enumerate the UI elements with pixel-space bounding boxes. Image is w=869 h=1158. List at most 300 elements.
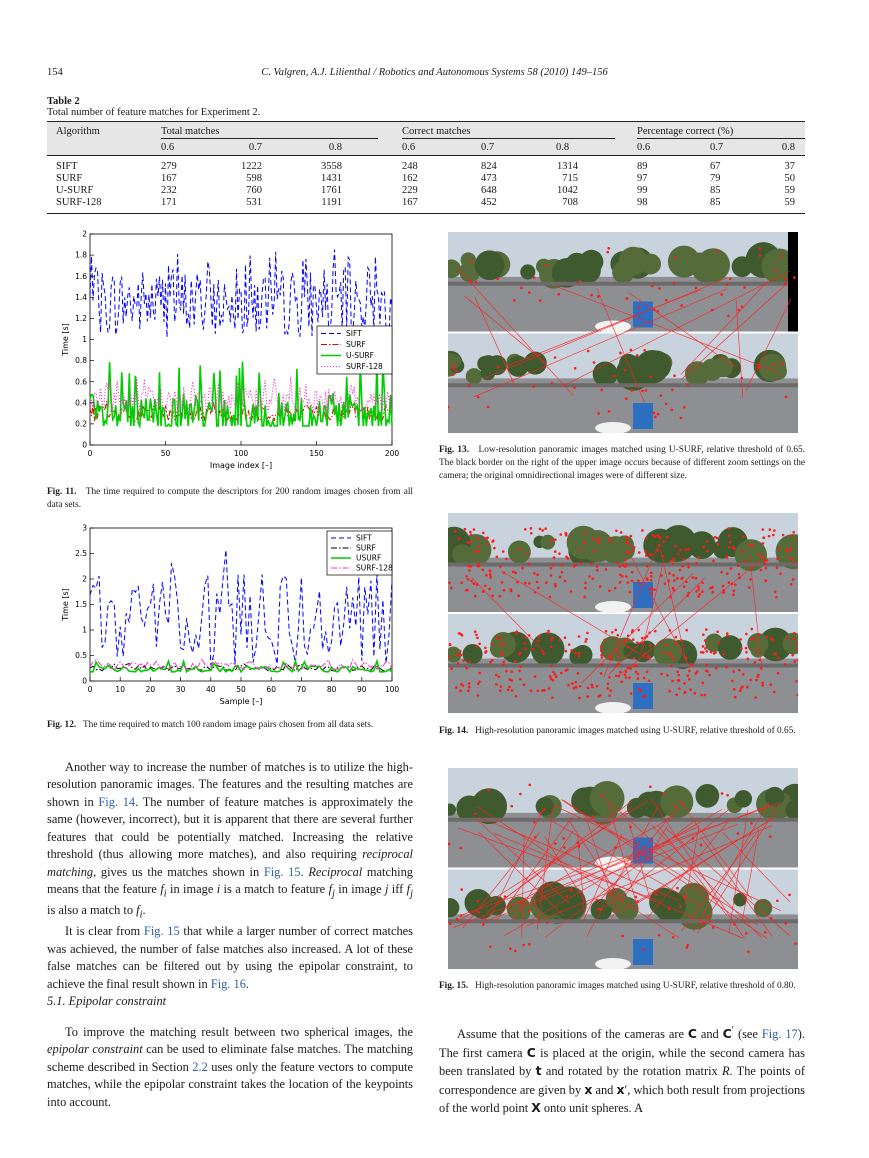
feature-point <box>642 696 645 699</box>
feature-point <box>687 548 690 551</box>
feature-point <box>670 665 673 668</box>
feature-point <box>477 911 480 914</box>
feature-point <box>571 682 574 685</box>
feature-point <box>704 639 707 642</box>
feature-point <box>577 654 580 657</box>
feature-point <box>697 585 700 588</box>
feature-point <box>733 590 736 593</box>
y-tick-label: 1.8 <box>75 250 87 260</box>
feature-point <box>478 545 481 548</box>
feature-point <box>708 674 711 677</box>
feature-point <box>686 944 689 947</box>
feature-point <box>677 553 680 556</box>
feature-point <box>665 402 668 405</box>
feature-point <box>701 581 704 584</box>
feature-point <box>705 628 708 631</box>
table-cell: 98 <box>637 197 648 208</box>
text-emphasis: Reciprocal <box>308 864 363 879</box>
feature-point <box>481 568 484 571</box>
fig14-caption-label: Fig. 14. <box>439 726 469 736</box>
feature-point <box>785 922 788 925</box>
feature-point <box>505 670 508 673</box>
feature-point <box>641 390 644 393</box>
feature-point <box>532 385 535 388</box>
x-tick-label: 0 <box>87 449 93 458</box>
tree <box>701 359 723 381</box>
feature-point <box>550 638 553 641</box>
y-tick-label: 1.4 <box>75 292 87 302</box>
tree <box>654 638 682 666</box>
feature-point <box>687 563 690 566</box>
feature-point <box>530 527 533 530</box>
feature-point <box>715 667 718 670</box>
feature-point <box>587 350 590 353</box>
feature-point <box>776 899 779 902</box>
text-run: in image <box>166 882 217 897</box>
feature-point <box>657 413 660 416</box>
feature-point <box>477 396 480 399</box>
feature-point <box>573 386 576 389</box>
feature-point <box>473 528 476 531</box>
feature-point <box>561 564 564 567</box>
feature-point <box>596 539 599 542</box>
panorama-svg <box>448 768 798 969</box>
feature-point <box>761 528 764 531</box>
math-prime: ′ <box>624 1082 628 1097</box>
feature-point <box>777 657 780 660</box>
figure-ref-link[interactable]: Fig. 17 <box>761 1027 798 1042</box>
feature-point <box>637 306 640 309</box>
fig13-caption-label: Fig. 13. <box>439 445 470 455</box>
figure-ref-link[interactable]: Fig. 15 <box>263 864 301 879</box>
table-cell: 229 <box>402 185 418 196</box>
feature-point <box>470 534 473 537</box>
feature-point <box>769 683 772 686</box>
feature-point <box>608 538 611 541</box>
math-bold: x <box>616 1081 625 1097</box>
legend-label: U-SURF <box>346 351 374 361</box>
feature-point <box>773 364 776 367</box>
feature-point <box>732 670 735 673</box>
feature-point <box>570 649 573 652</box>
table-threshold: 0.8 <box>781 142 795 153</box>
feature-point <box>669 654 672 657</box>
fig11-caption <box>47 486 413 512</box>
feature-point <box>509 947 512 950</box>
feature-point <box>578 281 581 284</box>
feature-point <box>766 636 769 639</box>
feature-point <box>714 651 717 654</box>
feature-point <box>643 349 646 352</box>
feature-point <box>533 276 536 279</box>
feature-point <box>794 660 797 663</box>
x-tick-label: 200 <box>384 449 400 458</box>
feature-point <box>683 682 686 685</box>
feature-point <box>510 805 513 808</box>
feature-point <box>729 567 732 570</box>
feature-point <box>791 558 794 561</box>
feature-point <box>790 535 793 538</box>
feature-point <box>751 544 754 547</box>
feature-point <box>726 283 729 286</box>
feature-point <box>603 639 606 642</box>
feature-point <box>619 565 622 568</box>
robot-body <box>633 582 653 608</box>
panorama-svg <box>448 232 798 433</box>
feature-point <box>605 568 608 571</box>
feature-point <box>680 304 683 307</box>
feature-point <box>548 687 551 690</box>
feature-point <box>498 676 501 679</box>
feature-point <box>495 683 498 686</box>
feature-point <box>550 665 553 668</box>
section-heading: 5.1. Epipolar constraint <box>47 994 167 1008</box>
feature-point <box>592 815 595 818</box>
feature-point <box>477 694 480 697</box>
feature-point <box>520 287 523 290</box>
table-cell: 50 <box>784 173 795 184</box>
x-tick-label: 100 <box>384 685 400 694</box>
feature-point <box>583 596 586 599</box>
feature-point <box>671 388 674 391</box>
feature-point <box>468 686 471 689</box>
feature-point <box>702 645 705 648</box>
feature-point <box>534 905 537 908</box>
text-run: Another way to increase the number of matches is to utilize the high-resolution panoramic images. The features and the resulting matches are shown in <box>47 760 413 809</box>
feature-point <box>464 528 467 531</box>
feature-point <box>625 397 628 400</box>
feature-point <box>665 643 668 646</box>
feature-point <box>545 264 548 267</box>
feature-point <box>663 651 666 654</box>
feature-point <box>626 297 629 300</box>
text-run: is a match to feature <box>220 882 329 897</box>
feature-point <box>737 832 740 835</box>
feature-point <box>483 917 486 920</box>
feature-point <box>776 557 779 560</box>
fig14-caption <box>439 725 805 738</box>
y-tick-label: 0.4 <box>75 398 87 408</box>
table-cell: 67 <box>710 161 721 172</box>
table-threshold: 0.8 <box>328 142 342 153</box>
feature-point <box>654 630 657 633</box>
feature-point <box>639 689 642 692</box>
table-cell: 1761 <box>321 185 342 196</box>
feature-point <box>685 548 688 551</box>
feature-point <box>642 948 645 951</box>
robot-base <box>595 601 631 613</box>
right-column-text <box>439 1024 805 1118</box>
feature-point <box>644 550 647 553</box>
math-bold: X <box>531 1100 541 1116</box>
black-border <box>788 232 798 332</box>
feature-point <box>524 648 527 651</box>
feature-point <box>467 541 470 544</box>
x-tick-label: 60 <box>266 685 276 694</box>
feature-point <box>619 352 622 355</box>
table-threshold: 0.6 <box>161 142 175 153</box>
feature-point <box>599 585 602 588</box>
table-top-rule <box>47 121 805 122</box>
feature-point <box>774 591 777 594</box>
feature-point <box>755 696 758 699</box>
tree <box>635 350 669 384</box>
feature-point <box>745 932 748 935</box>
feature-point <box>734 583 737 586</box>
feature-point <box>737 564 740 567</box>
feature-point <box>522 944 525 947</box>
table-header-correct: Correct matches <box>402 126 471 137</box>
feature-point <box>659 537 662 540</box>
feature-point <box>750 822 753 825</box>
feature-point <box>596 565 599 568</box>
feature-point <box>709 587 712 590</box>
feature-point <box>460 888 463 891</box>
feature-point <box>579 548 582 551</box>
feature-point <box>638 551 641 554</box>
feature-point <box>474 812 477 815</box>
x-tick-label: 10 <box>115 685 125 694</box>
x-tick-label: 50 <box>160 449 171 458</box>
feature-point <box>470 260 473 263</box>
feature-point <box>508 686 511 689</box>
feature-point <box>774 269 777 272</box>
feature-point <box>769 835 772 838</box>
feature-point <box>738 573 741 576</box>
feature-point <box>616 634 619 637</box>
math-bold: x <box>584 1081 593 1097</box>
feature-point <box>700 844 703 847</box>
feature-point <box>628 552 631 555</box>
math-sub: j <box>332 888 335 900</box>
y-tick-label: 1 <box>82 625 87 635</box>
feature-point <box>489 570 492 573</box>
feature-point <box>658 934 661 937</box>
y-tick-label: 0.8 <box>75 356 87 366</box>
math-prime: ′ <box>731 1025 735 1036</box>
math-var: f <box>160 882 164 897</box>
feature-point <box>676 887 679 890</box>
feature-point <box>524 636 527 639</box>
feature-point <box>742 535 745 538</box>
feature-point <box>495 674 498 677</box>
feature-point <box>533 572 536 575</box>
table-group-rule-percent <box>637 138 805 139</box>
feature-point <box>693 692 696 695</box>
feature-point <box>646 670 649 673</box>
feature-point <box>460 683 463 686</box>
feature-point <box>720 293 723 296</box>
figure-ref-link[interactable]: Fig. 14 <box>98 794 136 809</box>
feature-point <box>450 587 453 590</box>
legend-label: USURF <box>356 553 382 563</box>
feature-point <box>597 695 600 698</box>
feature-point <box>596 685 599 688</box>
feature-point <box>631 580 634 583</box>
feature-point <box>781 362 784 365</box>
feature-point <box>565 532 568 535</box>
math-sub: i <box>163 888 167 900</box>
x-axis-label: Sample [–] <box>219 697 263 706</box>
feature-point <box>600 663 603 666</box>
feature-point <box>620 531 623 534</box>
feature-point <box>524 528 527 531</box>
feature-point <box>619 671 622 674</box>
feature-point <box>655 893 658 896</box>
feature-point <box>653 411 656 414</box>
feature-point <box>558 552 561 555</box>
fig11-caption-text: The time required to compute the descriptors for 200 random images chosen from all data sets. <box>47 487 413 510</box>
feature-point <box>747 950 750 953</box>
feature-point <box>499 689 502 692</box>
tree <box>581 530 613 562</box>
feature-point <box>586 695 589 698</box>
table-cell: 89 <box>637 161 648 172</box>
feature-point <box>450 667 453 670</box>
fig15-caption-label: Fig. 15. <box>439 981 469 991</box>
feature-point <box>461 634 464 637</box>
feature-point <box>508 678 511 681</box>
feature-point <box>745 651 748 654</box>
feature-point <box>598 541 601 544</box>
feature-point <box>530 532 533 535</box>
feature-point <box>653 588 656 591</box>
table-cell: 85 <box>710 197 721 208</box>
feature-point <box>764 931 767 934</box>
x-tick-label: 0 <box>87 685 93 694</box>
feature-point <box>732 546 735 549</box>
table-mid-rule <box>47 155 805 156</box>
feature-point <box>536 573 539 576</box>
feature-point <box>545 581 548 584</box>
feature-point <box>449 643 452 646</box>
table-threshold: 0.8 <box>556 142 570 153</box>
feature-point <box>489 661 492 664</box>
table-cell: 171 <box>161 197 177 208</box>
feature-point <box>728 581 731 584</box>
feature-point <box>627 581 630 584</box>
tree <box>759 354 787 382</box>
table-cell: 37 <box>784 161 795 172</box>
feature-point <box>459 650 462 653</box>
tree <box>695 784 719 808</box>
feature-point <box>668 690 671 693</box>
figure-ref-link[interactable]: Fig. 16 <box>210 976 246 991</box>
feature-point <box>454 530 457 533</box>
text-run: . <box>245 976 250 991</box>
figure-ref-link[interactable]: Fig. 15 <box>143 924 180 939</box>
feature-point <box>448 582 451 585</box>
feature-point <box>559 576 562 579</box>
feature-point <box>620 680 623 683</box>
feature-point <box>541 689 544 692</box>
table-cell: 1222 <box>241 161 262 172</box>
feature-point <box>745 647 748 650</box>
feature-point <box>690 663 693 666</box>
feature-point <box>705 670 708 673</box>
feature-point <box>492 539 495 542</box>
feature-point <box>779 572 782 575</box>
feature-point <box>657 534 660 537</box>
feature-point <box>632 657 635 660</box>
text-run: uses only the feature vectors to compute matches, while the epipolar constraint takes the location of the keypoints into account. <box>47 1059 413 1109</box>
feature-point <box>554 356 557 359</box>
feature-point <box>772 639 775 642</box>
x-tick-label: 100 <box>233 449 249 458</box>
tree <box>692 254 720 282</box>
feature-point <box>477 563 480 566</box>
feature-point <box>600 649 603 652</box>
feature-point <box>689 688 692 691</box>
feature-point <box>499 565 502 568</box>
feature-point <box>761 682 764 685</box>
feature-point <box>709 920 712 923</box>
feature-point <box>561 571 564 574</box>
feature-point <box>645 554 648 557</box>
feature-point <box>792 578 795 581</box>
section-ref-link[interactable]: 2.2 <box>192 1059 208 1074</box>
feature-point <box>765 567 768 570</box>
feature-point <box>510 671 513 674</box>
feature-point <box>465 667 468 670</box>
feature-point <box>733 688 736 691</box>
feature-point <box>615 675 618 678</box>
feature-point <box>623 673 626 676</box>
feature-point <box>680 417 683 420</box>
fig13-caption <box>439 444 805 482</box>
feature-point <box>712 560 715 563</box>
text-run: , gives us the matches shown in <box>93 864 264 879</box>
feature-point <box>785 396 788 399</box>
feature-point <box>565 650 568 653</box>
feature-point <box>554 550 557 553</box>
feature-point <box>502 550 505 553</box>
feature-point <box>584 640 587 643</box>
feature-point <box>574 686 577 689</box>
feature-point <box>631 571 634 574</box>
feature-point <box>666 674 669 677</box>
feature-point <box>773 653 776 656</box>
tree <box>765 787 784 806</box>
feature-point <box>697 556 700 559</box>
feature-point <box>753 637 756 640</box>
feature-point <box>686 674 689 677</box>
y-tick-label: 0 <box>82 440 87 450</box>
feature-point <box>706 550 709 553</box>
feature-point <box>662 540 665 543</box>
feature-point <box>610 689 613 692</box>
tree <box>483 261 496 274</box>
feature-point <box>533 821 536 824</box>
feature-point <box>629 667 632 670</box>
table-cell: 162 <box>402 173 418 184</box>
feature-point <box>676 670 679 673</box>
paragraph <box>47 923 413 993</box>
feature-point <box>758 553 761 556</box>
table-cell: 85 <box>710 185 721 196</box>
feature-point <box>528 291 531 294</box>
table-threshold: 0.6 <box>637 142 651 153</box>
feature-point <box>729 541 732 544</box>
feature-point <box>682 558 685 561</box>
feature-point <box>629 543 632 546</box>
feature-point <box>641 529 644 532</box>
feature-point <box>537 639 540 642</box>
feature-point <box>660 673 663 676</box>
table-cell: 473 <box>481 173 497 184</box>
feature-point <box>585 638 588 641</box>
feature-point <box>549 675 552 678</box>
